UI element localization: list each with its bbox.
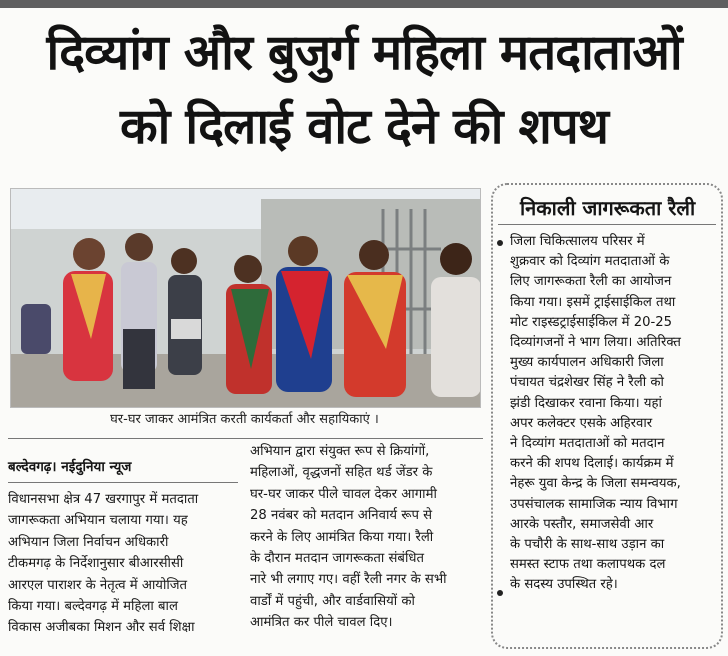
sidebar-line: जिला चिकित्सालय परिसर में (510, 234, 645, 249)
news-photo (10, 188, 481, 408)
photo-caption: घर-घर जाकर आमंत्रित करती कार्यकर्ता और सहायिकाएं । (110, 412, 379, 427)
column1-line: जागरूकता अभियान चलाया गया। यह (8, 513, 188, 529)
column2-line: घर-घर जाकर पीले चावल देकर आगामी (250, 486, 437, 502)
sidebar-title-divider (498, 224, 716, 225)
sidebar-line: दिव्यांगजनों ने भाग लिया। अतिरिक्त (510, 335, 681, 351)
column2-line: अभियान द्वारा संयुक्त रूप से क्रियांगों, (250, 444, 430, 459)
column1-line: किया गया। बल्देवगढ़ में महिला बाल (8, 599, 178, 615)
column2-line: नारे भी लगाए गए। वहीं रैली नगर के सभी (250, 572, 447, 588)
column1-line: आरएल पाराशर के नेतृत्व में आयोजित (8, 577, 188, 593)
sidebar-line: किया गया। इसमें ट्राईसाईकिल तथा (510, 294, 676, 310)
sidebar-text (510, 232, 716, 596)
column2-line: वार्डों में पहुंची, और वार्डवासियों को (250, 593, 415, 609)
headline-line-1: दिव्यांग और बुजुर्ग महिला मतदाताओं (46, 24, 682, 81)
top-rule-bar (0, 0, 728, 8)
sidebar-line: शुक्रवार को दिव्यांग मतदाताओं के (510, 254, 670, 270)
sidebar-line: झंडी दिखाकर रवाना किया। यहां (510, 395, 662, 411)
sidebar-line: लिए जागरूकता रैली का आयोजन (510, 274, 672, 290)
caption-divider (8, 438, 483, 439)
sidebar-line: आरके पस्तौर, समाजसेवी आर (510, 516, 654, 532)
sidebar-line: मुख्य कार्यपालन अधिकारी जिला (510, 355, 664, 371)
sidebar-line: के पचौरी के साथ-साथ उड़ान का (510, 537, 665, 553)
column2-line: 28 नवंबर को मतदान अनिवार्य रूप से (250, 508, 433, 524)
sidebar-line: ने दिव्यांग मतदाताओं को मतदान (510, 436, 665, 452)
sidebar-line: के सदस्य उपस्थित रहे। (510, 577, 618, 593)
column1-line: विधानसभा क्षेत्र 47 खरगापुर में मतदाता (8, 492, 199, 507)
sidebar-line: समस्त स्टाफ तथा कलापथक दल (510, 557, 666, 573)
column2-line: के दौरान मतदान जागरूकता संबंधित (250, 551, 425, 567)
sidebar-title: निकाली जागरूकता रैली (520, 196, 696, 220)
column1-line: टीकमगढ़ के निर्देशानुसार बीआरसीसी (8, 556, 184, 572)
byline-divider (8, 482, 238, 483)
article-column-1 (8, 489, 240, 639)
column1-line: अभियान जिला निर्वाचन अधिकारी (8, 534, 169, 550)
bullet-dot (497, 240, 503, 246)
column2-line: करने के लिए आमंत्रित किया गया। रैली (250, 529, 434, 545)
photo-illustration (11, 189, 480, 407)
column1-line: विकास अजीबका मिशन और सर्व शिक्षा (8, 620, 195, 636)
sidebar-line: मोट राइस्डट्राईसाईकिल में 20-25 (510, 314, 673, 330)
column2-line: आमंत्रित कर पीले चावल दिए। (250, 615, 393, 631)
sidebar-line: पंचायत चंद्रशेखर सिंह ने रैली को (510, 375, 664, 391)
bullet-dot (497, 590, 503, 596)
byline: बल्देवगढ़। नईदुनिया न्यूज (8, 459, 132, 475)
sidebar-line: उपसंचालक सामाजिक न्याय विभाग (510, 496, 678, 512)
sidebar-line: नेहरू युवा केन्द्र के जिला समन्वयक, (510, 476, 681, 492)
article-column-2 (250, 441, 482, 634)
headline-line-2: को दिलाई वोट देने की शपथ (120, 98, 608, 155)
sidebar-line: अपर कलेक्टर एसके अहिरवार (510, 415, 653, 431)
column2-line: महिलाओं, वृद्धजनों सहित थर्ड जेंडर के (250, 465, 433, 481)
sidebar-line: करने की शपथ दिलाई। कार्यक्रम में (510, 456, 674, 472)
